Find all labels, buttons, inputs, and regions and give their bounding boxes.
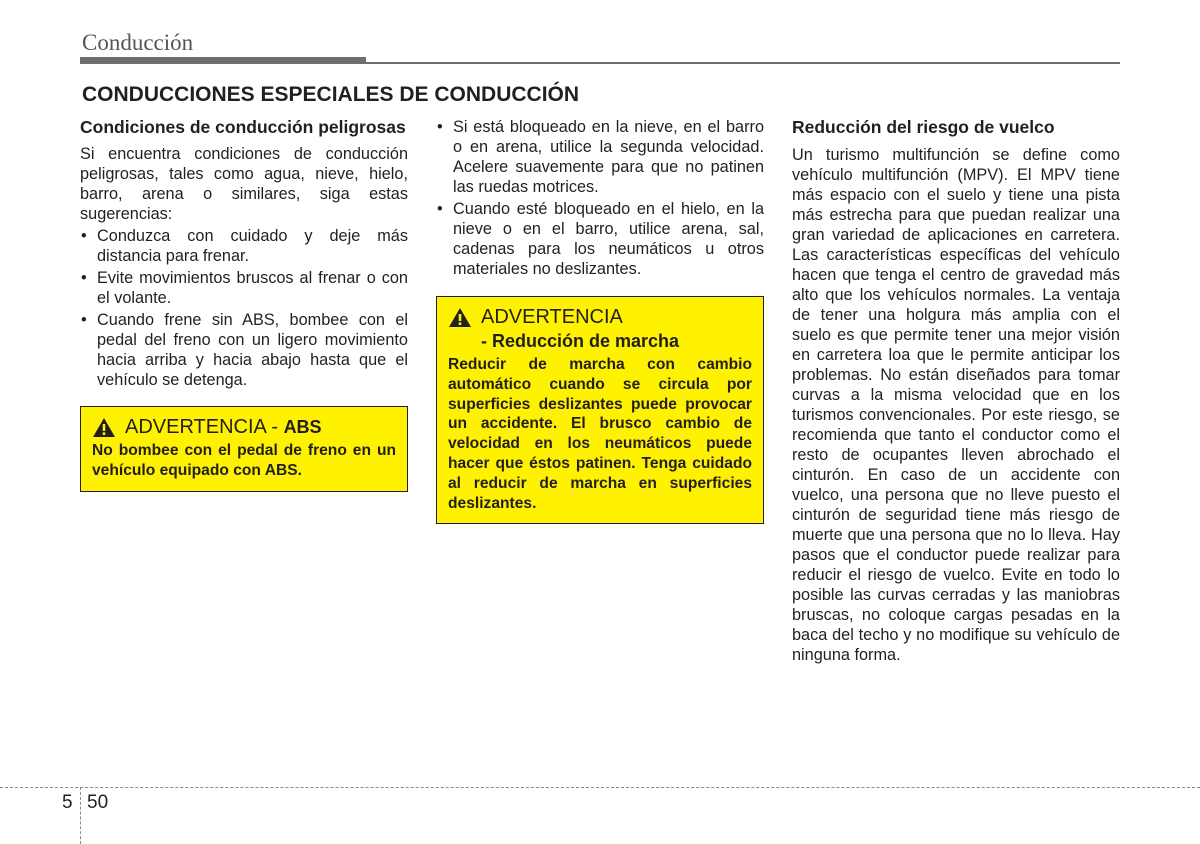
suggestions-list — [80, 226, 408, 390]
list-item: • Cuando frene sin ABS, bombee con el pedal del freno con un ligero movimiento hacia arriba y hacia abajo hasta que el vehículo se detenga. — [80, 310, 408, 390]
footer-divider — [80, 787, 81, 844]
intro-paragraph: Si encuentra condiciones de conducción peligrosas, tales como agua, nieve, hielo, barro, arena o similares, siga estas sugerencias: — [80, 145, 408, 223]
chapter-number: 5 — [62, 792, 73, 813]
footer-rule — [0, 787, 1200, 788]
warning-title: ADVERTENCIA — [481, 306, 623, 328]
warning-triangle-icon — [92, 417, 116, 438]
warning-triangle-icon — [448, 307, 472, 328]
list-item: • Cuando esté bloqueado en el hielo, en la nieve o en el barro, utilice arena, sal, cadenas para los neumáticos u otros materiales no deslizantes. — [436, 199, 764, 279]
list-item: • Conduzca con cuidado y deje más distancia para frenar. — [80, 226, 408, 266]
chapter-title: Conducción — [82, 30, 194, 55]
list-item: • Evite movimientos bruscos al frenar o con el volante. — [80, 268, 408, 308]
list-item: • Si está bloqueado en la nieve, en el barro o en arena, utilice la segunda velocidad. Acelere suavemente para que no patinen las ruedas motrices. — [436, 117, 764, 197]
warning-body: Reducir de marcha con cambio automático cuando se circula por superficies deslizantes puede provocar un accidente. El brusco cambio de velocidad en los neumáticos puede hacer que éstos patinen. Tenga cuidado al reducir de marcha en superficies deslizantes. — [448, 356, 752, 512]
column-middle — [436, 117, 764, 524]
warning-box-downshift — [436, 296, 764, 524]
warning-subtitle: - Reducción de marcha — [481, 331, 680, 351]
warning-heading — [92, 415, 396, 439]
rollover-paragraph: Un turismo multifunción se define como vehículo multifunción (MPV). El MPV tiene más espacio con el suelo y tiene una pista más estrecha para que puedan realizar una gran variedad de aplicaciones en carretera. Las características específicas del vehículo hacen que tenga el centro de gravedad más alto que los vehículos normales. La ventaja de tener una holgura más amplia con el suelo es que permite tener una mejor visión en carretera loa que le permite anticipar los problemas. No están diseñados para tomar curvas a la misma velocidad que en los turismos convencionales. Por este riesgo, se recomienda que tanto el conductor como el resto de ocupantes lleven abrochado el cinturón. En caso de un accidente con vuelco, una persona que no lleve puesto el cinturón de seguridad tiene más riesgo de muerte que una persona que no lo lleva. Hay pasos que el conductor puede realizar para reducir el riesgo de vuelco. Evite en todo lo posible las curvas cerradas y las maniobras bruscas, no coloque cargas pesadas en la baca del techo y no modifique su vehículo de ninguna forma. — [792, 146, 1120, 664]
section-title: CONDUCCIONES ESPECIALES DE CONDUCCIÓN — [82, 83, 580, 106]
column-right — [792, 117, 1120, 665]
subheading-dangerous-conditions: Condiciones de conducción peligrosas — [80, 117, 406, 137]
subheading-rollover: Reducción del riesgo de vuelco — [792, 117, 1055, 137]
stuck-list — [436, 117, 764, 279]
warning-subtitle: ABS — [283, 417, 322, 437]
warning-box-abs — [80, 406, 408, 492]
column-left — [80, 117, 408, 492]
warning-heading — [448, 305, 752, 353]
warning-title: ADVERTENCIA - — [125, 416, 284, 438]
warning-body: No bombee con el pedal de freno en un vehículo equipado con ABS. — [92, 442, 396, 479]
page-number: 50 — [87, 792, 109, 813]
header-rule-thick — [80, 57, 366, 64]
header-rule-thin — [366, 62, 1120, 64]
